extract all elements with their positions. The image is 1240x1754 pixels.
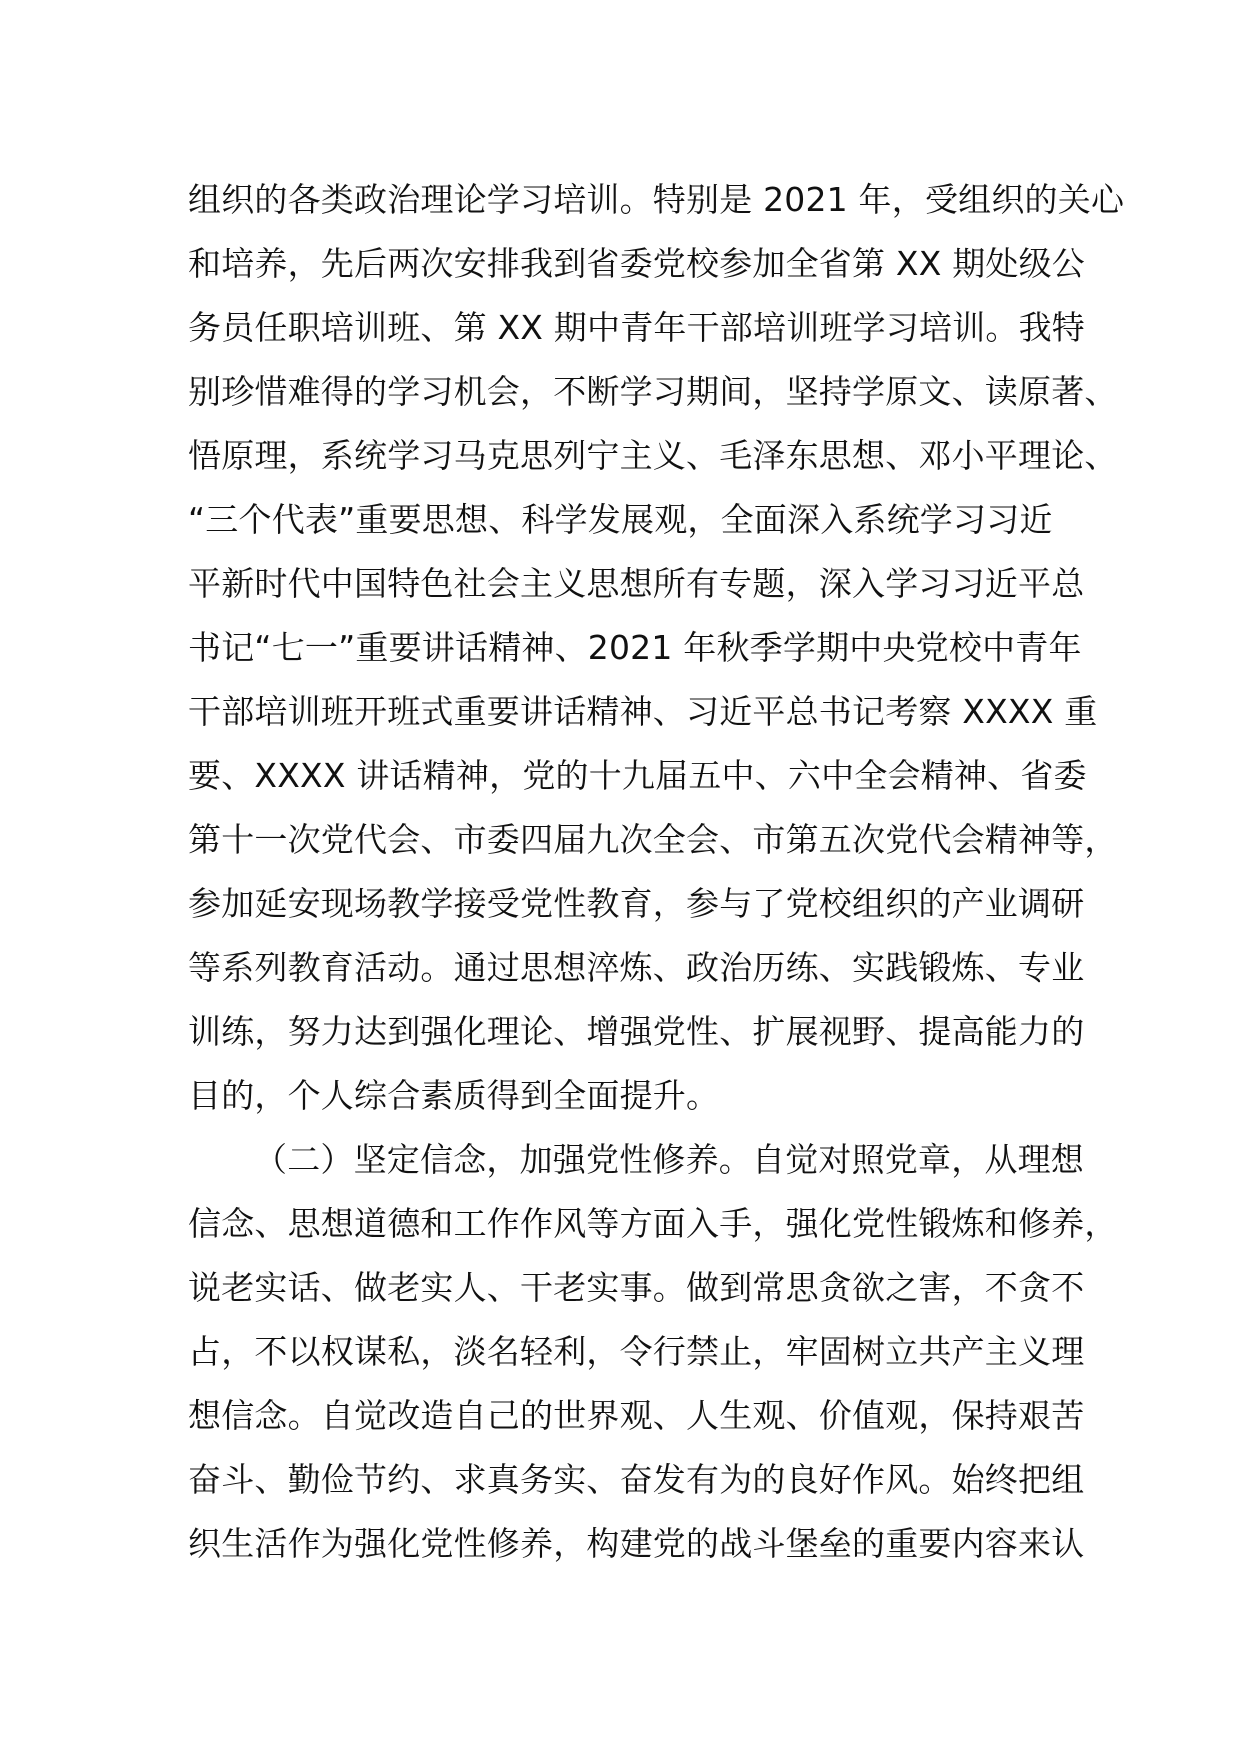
paragraph-line: 要、XXXX 讲话精神，党的十九届五中、六中全会精神、省委 (188, 756, 1087, 795)
paragraph-line: 信念、思想道德和工作作风等方面入手，强化党性锻炼和修养， (188, 1204, 1118, 1243)
document-body (188, 168, 1125, 1576)
paragraph-line: 组织的各类政治理论学习培训。特别是 2021 年，受组织的关心 (188, 180, 1125, 219)
paragraph-line: 奋斗、勤俭节约、求真务实、奋发有为的良好作风。始终把组 (188, 1460, 1085, 1499)
paragraph-line: 干部培训班开班式重要讲话精神、习近平总书记考察 XXXX 重 (188, 692, 1098, 731)
paragraph-line: 书记“七一”重要讲话精神、2021 年秋季学期中央党校中青年 (188, 628, 1082, 667)
paragraph-line: 说老实话、做老实人、干老实事。做到常思贪欲之害，不贪不 (188, 1268, 1085, 1307)
paragraph-1 (188, 168, 1125, 1128)
paragraph-line: 等系列教育活动。通过思想淬炼、政治历练、实践锻炼、专业 (188, 948, 1085, 987)
paragraph-line: 训练，努力达到强化理论、增强党性、扩展视野、提高能力的 (188, 1012, 1085, 1051)
paragraph-line: （二）坚定信念，加强党性修养。自觉对照党章，从理想 (254, 1140, 1084, 1179)
paragraph-line: 参加延安现场教学接受党性教育，参与了党校组织的产业调研 (188, 884, 1085, 923)
paragraph-line: 占，不以权谋私，淡名轻利，令行禁止，牢固树立共产主义理 (188, 1332, 1085, 1371)
paragraph-line: 务员任职培训班、第 XX 期中青年干部培训班学习培训。我特 (188, 308, 1085, 347)
paragraph-2 (188, 1128, 1118, 1576)
paragraph-line: 想信念。自觉改造自己的世界观、人生观、价值观，保持艰苦 (188, 1396, 1085, 1435)
paragraph-line: 第十一次党代会、市委四届九次全会、市第五次党代会精神等， (188, 820, 1118, 859)
paragraph-line: 和培养，先后两次安排我到省委党校参加全省第 XX 期处级公 (188, 244, 1085, 283)
paragraph-line: 目的，个人综合素质得到全面提升。 (188, 1076, 720, 1115)
paragraph-line: 织生活作为强化党性修养，构建党的战斗堡垒的重要内容来认 (188, 1524, 1085, 1563)
paragraph-line: 别珍惜难得的学习机会，不断学习期间，坚持学原文、读原著、 (188, 372, 1118, 411)
paragraph-line: 平新时代中国特色社会主义思想所有专题，深入学习习近平总 (188, 564, 1085, 603)
paragraph-line: 悟原理，系统学习马克思列宁主义、毛泽东思想、邓小平理论、 (188, 436, 1118, 475)
paragraph-line: “三个代表”重要思想、科学发展观，全面深入系统学习习近 (188, 500, 1053, 539)
